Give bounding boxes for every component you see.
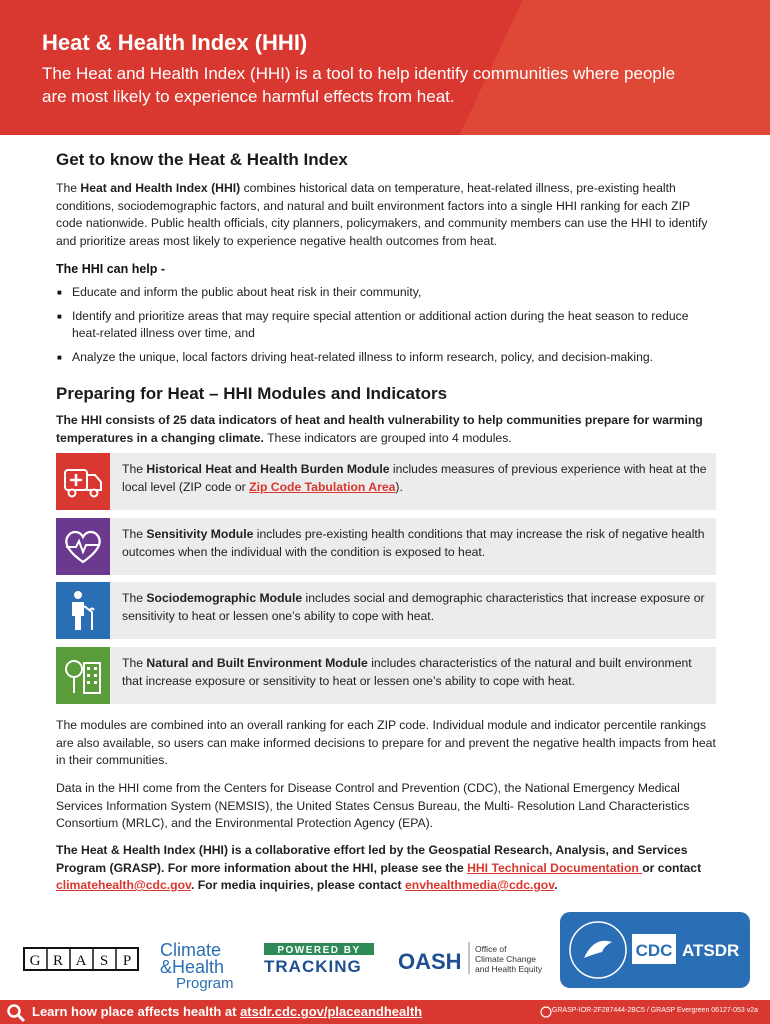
cdc-text: CDC xyxy=(635,941,673,960)
cc-icon xyxy=(540,1006,552,1018)
media-email-link[interactable]: envhealthmedia@cdc.gov xyxy=(404,878,555,892)
grasp-letter: G xyxy=(29,953,41,969)
collab-text: . For media inquiries, please contact xyxy=(190,878,405,892)
list-item: ■ Analyze the unique, local factors driving heat-related illness to inform research, policy, and decision-making. xyxy=(56,349,716,367)
module-historical-heat xyxy=(56,453,716,510)
module-text: includes characteristics of the natural and built environment that increase exposure or sensitivity to heat or lessen one’s ability to cope with heat. xyxy=(122,656,692,688)
header-banner xyxy=(0,0,770,135)
tree-building-icon xyxy=(56,647,110,704)
modules-intro-rest: These indicators are grouped into 4 modules. xyxy=(263,430,512,445)
list-item: ■ Identify and prioritize areas that may require special attention or additional action during the heat season to reduce heat-related illness over time, and xyxy=(56,308,716,343)
tracking-text: TRACKING xyxy=(264,957,362,976)
page-subtitle: The Heat and Health Index (HHI) is a tool to help identify communities where people are most likely to experience harmful effects from heat. xyxy=(42,64,676,106)
partner-logos xyxy=(0,912,770,1000)
technical-documentation-link[interactable]: HHI Technical Documentation xyxy=(467,860,643,875)
person-cane-icon xyxy=(56,582,110,639)
page-title: Heat & Health Index (HHI) xyxy=(42,30,308,55)
climatehealth-email-link[interactable]: climatehealth@cdc.gov xyxy=(56,878,191,892)
place-health-link[interactable]: atsdr.cdc.gov/placeandhealth xyxy=(240,1004,423,1019)
module-description xyxy=(122,461,707,496)
module-text: includes social and demographic characteristics that increase exposure or sensitivity to heat or lessen one’s ability to cope with heat. xyxy=(122,591,705,623)
module-description xyxy=(122,655,707,690)
search-icon xyxy=(6,1003,26,1023)
zcta-link[interactable]: Zip Code Tabulation Area xyxy=(249,479,396,494)
climate-health-logo xyxy=(160,940,234,992)
module-name: Historical Heat and Health Burden Module xyxy=(146,462,390,476)
collab-text: The Heat & Health Index (HHI) is a collaborative effort led by the Geospatial Research, Analysis, and Services Program (GRASP). For more information about the HHI, please see the xyxy=(56,843,688,875)
modules-intro xyxy=(56,412,716,447)
module-description xyxy=(122,526,707,561)
tracking-logo xyxy=(264,943,374,976)
oash-equity-text: and Health Equity xyxy=(475,964,543,974)
module-name: Sensitivity Module xyxy=(146,527,254,541)
oash-office-text: Office of xyxy=(475,944,507,954)
powered-by-text: POWERED BY xyxy=(277,945,361,956)
footer-bar xyxy=(0,1000,770,1024)
module-description xyxy=(122,590,707,625)
modules-combined-paragraph: The modules are combined into an overall ranking for each ZIP code. Individual module and indicator percentile rankings are also available, so users can make informed decisions to prepare for and prevent the negative health impacts from heat in their communities. xyxy=(56,718,716,767)
intro-heading: Get to know the Heat & Health Index xyxy=(56,150,348,169)
module-text: The xyxy=(122,591,147,605)
module-text: ). xyxy=(395,479,403,494)
intro-text-rest: combines historical data on temperature, heat-related illness, pre-existing health conditions, sociodemographic factors, and natural and built environment factors into a single HHI ranking for each ZIP code nationwide. Public health officials, city planners, policymakers, and community members can use the HHI to identify and prioritize areas most likely to experience negative health outcomes from heat. xyxy=(56,181,708,248)
list-item: ■ Educate and inform the public about heat risk in their community, xyxy=(56,284,716,302)
module-sociodemographic xyxy=(56,582,716,639)
collab-text: . xyxy=(554,878,558,892)
collaboration-paragraph xyxy=(56,842,716,895)
oash-text: OASH xyxy=(398,949,462,974)
collab-text: or contact xyxy=(642,860,702,875)
intro-text-pre: The xyxy=(56,181,81,195)
heart-pulse-icon xyxy=(56,518,110,575)
help-list xyxy=(56,284,716,372)
module-text: includes measures of previous experience with heat at the local level (ZIP code or xyxy=(122,462,707,494)
ambulance-icon xyxy=(56,453,110,510)
grasp-letter: S xyxy=(99,953,109,969)
module-name: Sociodemographic Module xyxy=(146,591,303,605)
intro-text-bold: Heat and Health Index (HHI) xyxy=(80,181,241,195)
module-sensitivity xyxy=(56,518,716,575)
footer-text xyxy=(32,1004,422,1019)
module-text: The xyxy=(122,462,147,476)
atsdr-text: ATSDR xyxy=(682,941,740,960)
grasp-letter: P xyxy=(122,953,132,969)
module-text: The xyxy=(122,656,147,670)
document-id: GRASP-IOR-2F287444-2BC5 / GRASP Evergreen 06127-053 v2a xyxy=(551,1007,758,1014)
modules-heading: Preparing for Heat – HHI Modules and Indicators xyxy=(56,384,448,403)
climate-text: Climate xyxy=(160,940,222,960)
modules-intro-bold: The HHI consists of 25 data indicators of heat and health vulnerability to help communities prepare for warming temperatures in a changing climate. xyxy=(56,413,703,445)
module-text: The xyxy=(122,527,147,541)
help-heading: The HHI can help - xyxy=(56,262,166,276)
oash-logo xyxy=(398,942,543,974)
data-sources-paragraph: Data in the HHI come from the Centers for Disease Control and Prevention (CDC), the National Emergency Medical Services Information System (NEMSIS), the United States Census Bureau, the Multi- Resolution Land Characteristics Consortium (MRLC), and the Environmental Protection Agency (EPA). xyxy=(56,781,690,830)
grasp-letter: R xyxy=(52,953,64,969)
health-text: &Health xyxy=(160,957,225,977)
cdc-atsdr-logo xyxy=(560,912,750,988)
grasp-letter: A xyxy=(75,953,87,969)
footer-pre-text: Learn how place affects health at xyxy=(32,1004,241,1019)
intro-paragraph xyxy=(56,180,716,250)
program-text: Program xyxy=(176,975,234,992)
module-text: includes pre-existing health conditions that may increase the risk of negative health outcomes when the individual with the condition is exposed to heat. xyxy=(122,527,705,559)
module-name: Natural and Built Environment Module xyxy=(146,656,368,670)
grasp-logo xyxy=(24,948,138,970)
module-natural-built xyxy=(56,647,716,704)
oash-climate-text: Climate Change xyxy=(475,954,536,964)
